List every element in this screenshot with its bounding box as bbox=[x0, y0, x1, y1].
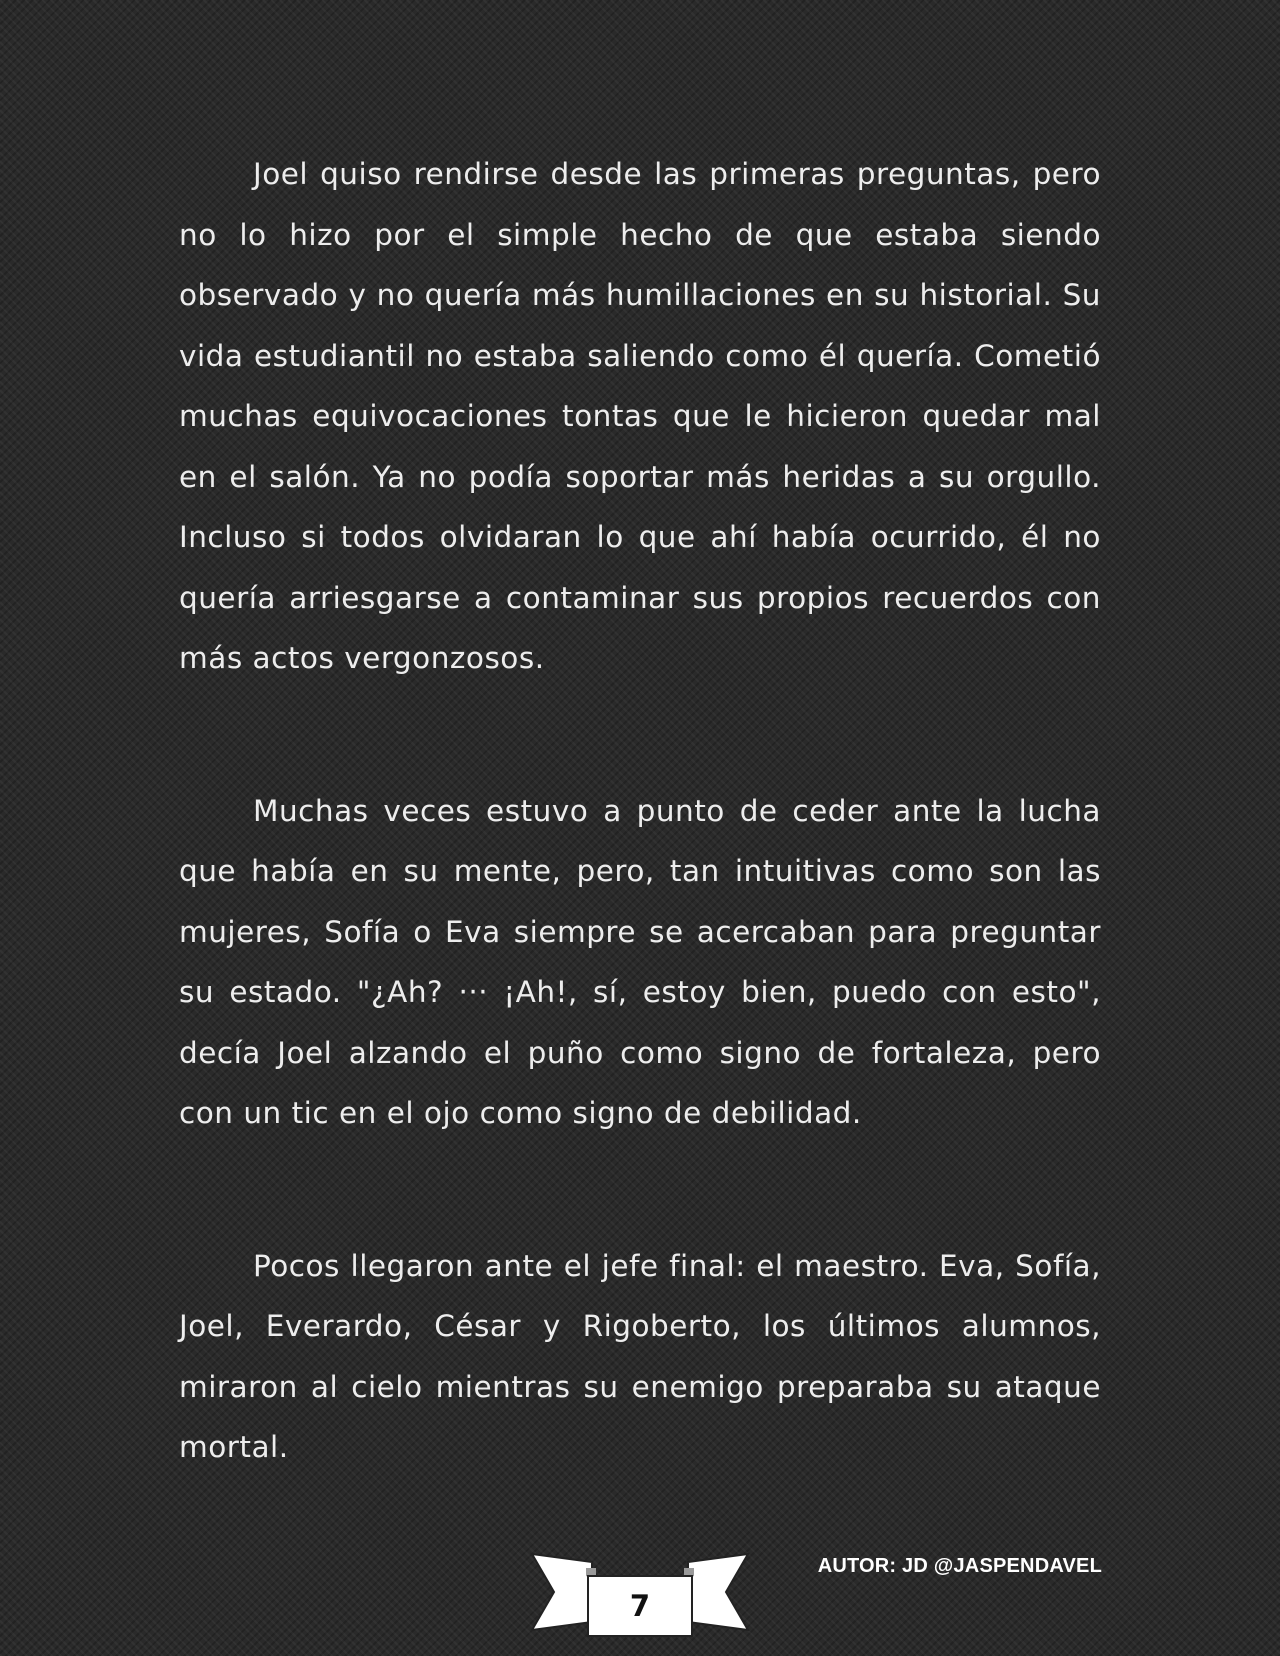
chapter-text bbox=[179, 144, 1101, 1478]
ribbon-left-tail bbox=[532, 1554, 592, 1630]
page-number: 7 bbox=[629, 1589, 651, 1623]
ribbon-right-tail bbox=[688, 1554, 748, 1630]
paragraph-2: Muchas veces estuvo a punto de ceder ante la lucha que había en su mente, pero, tan intuitivas como son las mujeres, Sofía o Eva siempre se acercaban para preguntar su estado. "¿Ah? ··· ¡Ah!, sí, estoy bien, puedo con esto", decía Joel alzando el puño como signo de fortaleza, pero con un tic en el ojo como signo de debilidad. bbox=[179, 793, 1101, 1130]
paragraph-1: Joel quiso rendirse desde las primeras preguntas, pero no lo hizo por el simple hecho de que estaba siendo observado y no quería más humillaciones en su historial. Su vida estudiantil no estaba saliendo como él quería. Cometió muchas equivocaciones tontas que le hicieron quedar mal en el salón. Ya no podía soportar más heridas a su orgullo. Incluso si todos olvidaran lo que ahí había ocurrido, él no quería arriesgarse a contaminar sus propios recuerdos con más actos vergonzosos. bbox=[179, 157, 1101, 675]
author-credit: AUTOR: JD @JASPENDAVEL bbox=[817, 1555, 1102, 1577]
paragraph-3: Pocos llegaron ante el jefe final: el maestro. Eva, Sofía, Joel, Everardo, César y Rigoberto, los últimos alumnos, miraron al cielo mientras su enemigo preparaba su ataque mortal. bbox=[179, 1248, 1101, 1464]
